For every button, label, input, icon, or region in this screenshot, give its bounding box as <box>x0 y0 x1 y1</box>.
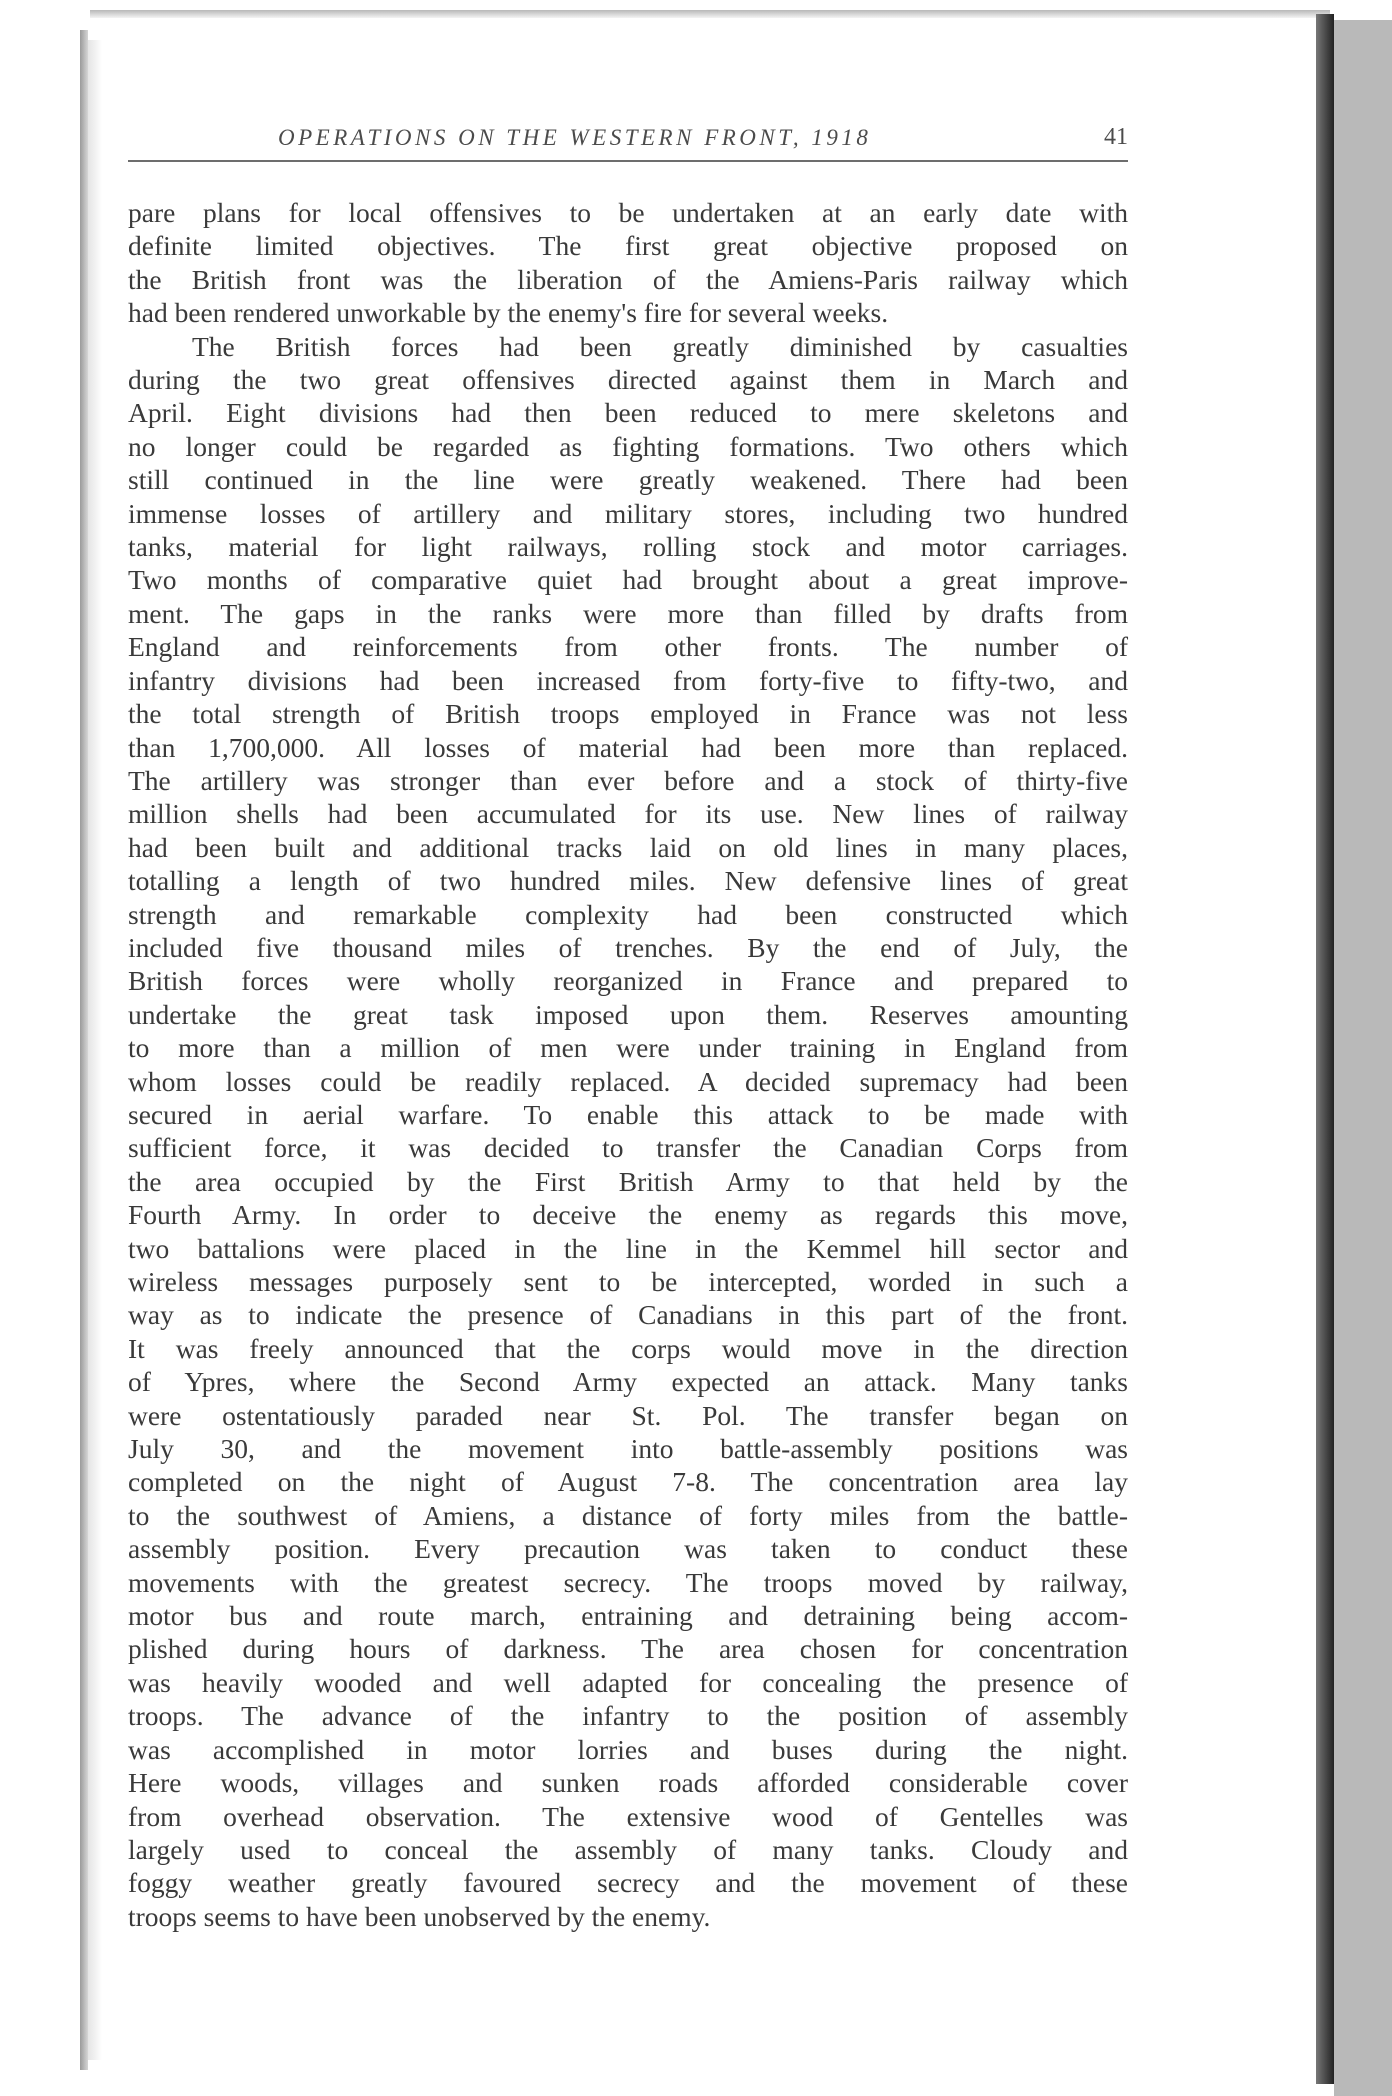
text-line: pare plans for local offensives to be undertaken at an early date with <box>128 197 1128 228</box>
text-line: from overhead observation. The extensive wood of Gentelles was <box>128 1800 1128 1832</box>
text-line: April. Eight divisions had then been reduced to mere skeletons and <box>128 397 1128 429</box>
text-line: British forces were wholly reorganized in France and prepared to <box>128 965 1128 997</box>
text-line: during the two great offensives directed against them in March and <box>128 364 1128 396</box>
text-line: strength and remarkable complexity had been constructed which <box>128 898 1128 930</box>
text-line: The British forces had been greatly diminished by casualties <box>192 330 1128 362</box>
page-number: 41 <box>1104 124 1128 150</box>
text-line: motor bus and route march, entraining and detraining being accom- <box>128 1600 1128 1632</box>
text-line: whom losses could be readily replaced. A decided supremacy had been <box>128 1065 1128 1097</box>
text-line: largely used to conceal the assembly of many tanks. Cloudy and <box>128 1833 1128 1865</box>
text-line: England and reinforcements from other fronts. The number of <box>128 631 1128 663</box>
text-line: troops seems to have been unobserved by the enemy. <box>128 1900 711 1932</box>
text-line: foggy weather greatly favoured secrecy and the movement of these <box>128 1867 1128 1899</box>
text-line: to the southwest of Amiens, a distance of forty miles from the battle- <box>128 1499 1128 1531</box>
text-line: had been rendered unworkable by the enemy's fire for several weeks. <box>128 297 889 329</box>
text-line: troops. The advance of the infantry to the position of assembly <box>128 1700 1128 1732</box>
page-content <box>128 118 1128 1933</box>
text-line: undertake the great task imposed upon them. Reserves amounting <box>128 998 1128 1030</box>
right-page-edge <box>1316 14 1334 2084</box>
text-line: included five thousand miles of trenches. By the end of July, the <box>128 931 1128 963</box>
text-line: July 30, and the movement into battle-assembly positions was <box>128 1433 1128 1465</box>
text-line: Fourth Army. In order to deceive the enemy as regards this move, <box>128 1199 1128 1231</box>
body-text <box>128 196 1128 1933</box>
running-title: OPERATIONS ON THE WESTERN FRONT, 1918 <box>278 125 872 150</box>
text-line: was heavily wooded and well adapted for concealing the presence of <box>128 1666 1128 1698</box>
text-line: It was freely announced that the corps would move in the direction <box>128 1332 1128 1364</box>
text-line: no longer could be regarded as fighting formations. Two others which <box>128 430 1128 462</box>
text-line: the British front was the liberation of the Amiens-Paris railway which <box>128 263 1128 295</box>
text-line: were ostentatiously paraded near St. Pol. The transfer began on <box>128 1399 1128 1431</box>
text-line: completed on the night of August 7-8. The concentration area lay <box>128 1466 1128 1498</box>
text-line: to more than a million of men were under training in England from <box>128 1032 1128 1064</box>
binding-gutter-shadow <box>88 40 102 2060</box>
text-line: still continued in the line were greatly weakened. There had been <box>128 464 1128 496</box>
text-line: totalling a length of two hundred miles. New defensive lines of great <box>128 865 1128 897</box>
scan-background-margin <box>1334 20 1392 2096</box>
text-line: tanks, material for light railways, rolling stock and motor carriages. <box>128 531 1128 563</box>
text-line: the area occupied by the First British Army to that held by the <box>128 1165 1128 1197</box>
text-line: of Ypres, where the Second Army expected an attack. Many tanks <box>128 1366 1128 1398</box>
text-line: ment. The gaps in the ranks were more than filled by drafts from <box>128 597 1128 629</box>
text-line: two battalions were placed in the line in the Kemmel hill sector and <box>128 1232 1128 1264</box>
text-line: million shells had been accumulated for its use. New lines of railway <box>128 798 1128 830</box>
text-line: The artillery was stronger than ever before and a stock of thirty-five <box>128 764 1128 796</box>
text-line: wireless messages purposely sent to be intercepted, worded in such a <box>128 1266 1128 1297</box>
text-line: had been built and additional tracks laid on old lines in many places, <box>128 831 1128 863</box>
running-head <box>128 118 1128 162</box>
text-line: the total strength of British troops employed in France was not less <box>128 698 1128 730</box>
text-line: than 1,700,000. All losses of material had been more than replaced. <box>128 731 1128 763</box>
binding-gutter-edge <box>80 30 88 2070</box>
text-line: infantry divisions had been increased from forty-five to fifty-two, and <box>128 664 1128 696</box>
text-line: secured in aerial warfare. To enable this attack to be made with <box>128 1098 1128 1130</box>
text-line: Two months of comparative quiet had brought about a great improve- <box>128 564 1128 596</box>
text-line: definite limited objectives. The first great objective proposed on <box>128 230 1128 262</box>
text-line: plished during hours of darkness. The area chosen for concentration <box>128 1633 1128 1665</box>
text-line: immense losses of artillery and military stores, including two hundred <box>128 497 1128 529</box>
text-line: assembly position. Every precaution was taken to conduct these <box>128 1533 1128 1565</box>
text-line: sufficient force, it was decided to transfer the Canadian Corps from <box>128 1132 1128 1164</box>
text-line: way as to indicate the presence of Canadians in this part of the front. <box>128 1299 1128 1331</box>
top-page-edge <box>90 10 1330 18</box>
text-line: was accomplished in motor lorries and buses during the night. <box>128 1733 1128 1765</box>
text-line: movements with the greatest secrecy. The troops moved by railway, <box>128 1566 1128 1598</box>
text-line: Here woods, villages and sunken roads afforded considerable cover <box>128 1767 1128 1799</box>
